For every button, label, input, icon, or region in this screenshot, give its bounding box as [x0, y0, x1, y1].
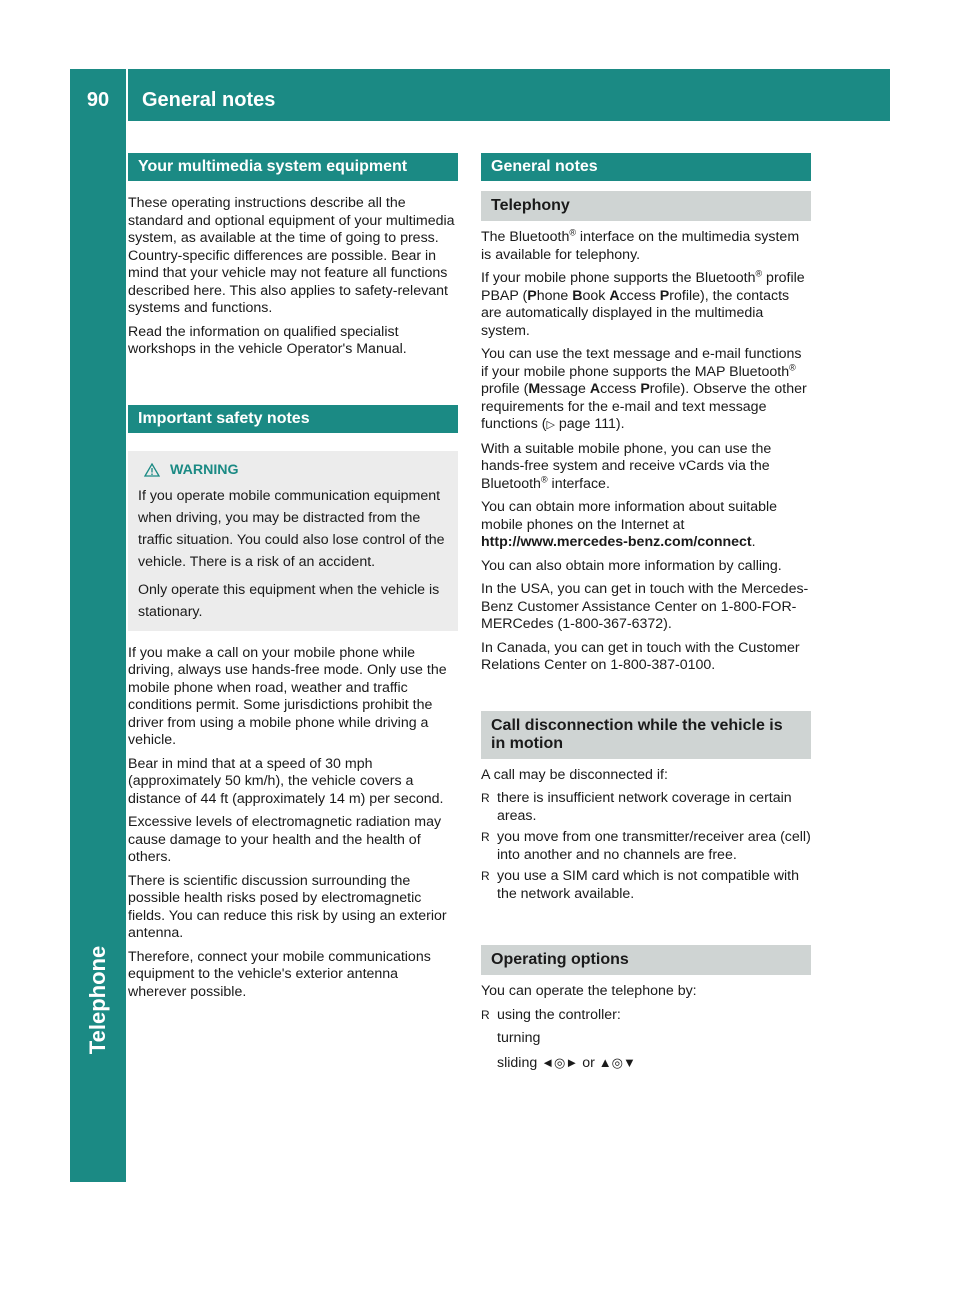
header-title: General notes	[142, 89, 276, 111]
warning-title-row	[144, 459, 448, 481]
telephony-paragraph-6: You can also obtain more information by calling.	[481, 557, 782, 574]
list-item: R using the controller:	[481, 1006, 621, 1023]
bullet-icon: R	[481, 791, 490, 805]
safety-paragraph-5: Therefore, connect your mobile communications equipment to the vehicle's exterior antenna wherever possible.	[128, 948, 431, 1000]
page-header	[70, 69, 890, 121]
warning-paragraph-2: Only operate this equipment when the vehicle is stationary.	[138, 581, 440, 620]
side-tab-label: Telephone	[85, 945, 110, 1055]
header-divider	[126, 69, 128, 121]
subheading-operating-options: Operating options	[481, 945, 811, 975]
safety-paragraph-3: Excessive levels of electromagnetic radiation may cause damage to your health and the health of others.	[128, 814, 442, 865]
right-column	[481, 153, 811, 1078]
equipment-paragraph-1: These operating instructions describe all the standard and optional equipment of your multimedia system, as available at the time of going to press. Country-specific differences are possible. Bear in mind that your vehicle may not feature all functions described here. This also applies to safety-relevant systems and functions.	[128, 195, 455, 316]
controller-slide-up-down-icon: ▲◎▼	[598, 1054, 636, 1070]
section-heading-safety: Important safety notes	[128, 405, 458, 433]
list-item: R there is insufficient network coverage in certain areas.	[481, 790, 792, 824]
telephony-paragraph-1: The Bluetooth® interface on the multimedia system is available for telephony.	[481, 227, 800, 263]
telephony-paragraph-2: If your mobile phone supports the Bluetooth® profile PBAP (Phone Book Access Profile), the contacts are automatically displayed in the multimedia system.	[481, 268, 805, 339]
bullet-icon: R	[481, 869, 490, 883]
list-item: R you use a SIM card which is not compatible with the network available.	[481, 868, 800, 902]
warning-box	[128, 451, 458, 631]
section-heading-equipment: Your multimedia system equipment	[128, 153, 458, 181]
subheading-telephony: Telephony	[481, 191, 811, 221]
operating-sliding: sliding ◄◎► or ▲◎▼	[497, 1054, 636, 1071]
warning-title: WARNING	[170, 461, 239, 478]
telephony-paragraph-8: In Canada, you can get in touch with the Customer Relations Center on 1-800-387-0100.	[481, 639, 800, 673]
section-heading-general: General notes	[481, 153, 811, 181]
telephony-paragraph-5: You can obtain more information about suitable mobile phones on the Internet at http://www.mercedes-benz.com/connect.	[481, 499, 778, 550]
left-column	[128, 153, 458, 1007]
operating-turning: turning	[497, 1030, 541, 1046]
telephony-paragraph-3: You can use the text message and e-mail functions if your mobile phone supports the MAP Bluetooth® profile (Message Access Profile). Observe the other requirements for the e-mail and text message functions (▷ page 111).	[481, 346, 807, 432]
operating-intro: You can operate the telephone by:	[481, 983, 697, 999]
list-item: R you move from one transmitter/receiver area (cell) into another and no channels are free.	[481, 829, 811, 863]
connect-url-link[interactable]: http://www.mercedes-benz.com/connect	[481, 534, 752, 550]
subheading-call-disconnection: Call disconnection while the vehicle is in motion	[481, 711, 811, 759]
page-reference-arrow-icon: ▷	[546, 419, 555, 431]
equipment-paragraph-2: Read the information on qualified specialist workshops in the vehicle Operator's Manual.	[128, 323, 407, 357]
safety-paragraph-2: Bear in mind that at a speed of 30 mph (approximately 50 km/h), the vehicle covers a distance of 44 ft (approximately 14 m) per second.	[128, 755, 444, 807]
telephony-paragraph-4: With a suitable mobile phone, you can use the hands-free system and receive vCards via the Bluetooth® interface.	[481, 440, 772, 492]
bullet-icon: R	[481, 830, 490, 844]
controller-slide-left-right-icon: ◄◎►	[541, 1054, 579, 1070]
safety-paragraph-4: There is scientific discussion surrounding the possible health risks posed by electromagnetic fields. You can reduce this risk by using an exterior antenna.	[128, 872, 447, 941]
telephony-paragraph-7: In the USA, you can get in touch with the Mercedes-Benz Customer Assistance Center on 1-800-FOR-MERCedes (1-800-367-6372).	[481, 581, 809, 632]
page-number: 90	[86, 89, 110, 111]
page-reference-link[interactable]: page 111).	[554, 416, 625, 432]
warning-paragraph-1: If you operate mobile communication equipment when driving, you may be distracted from the traffic situation. You could also lose control of the vehicle. There is a risk of an accident.	[138, 487, 445, 570]
disconnect-intro: A call may be disconnected if:	[481, 766, 668, 783]
bullet-icon: R	[481, 1007, 490, 1022]
safety-paragraph-1: If you make a call on your mobile phone while driving, always use hands-free mode. Only use the mobile phone when road, weather and traffic conditions permit. Some jurisdictions prohibit the driver from using a mobile phone while driving a vehicle.	[128, 644, 447, 748]
operating-list	[481, 1007, 811, 1025]
disconnect-list	[481, 790, 811, 903]
warning-triangle-icon	[144, 463, 160, 477]
